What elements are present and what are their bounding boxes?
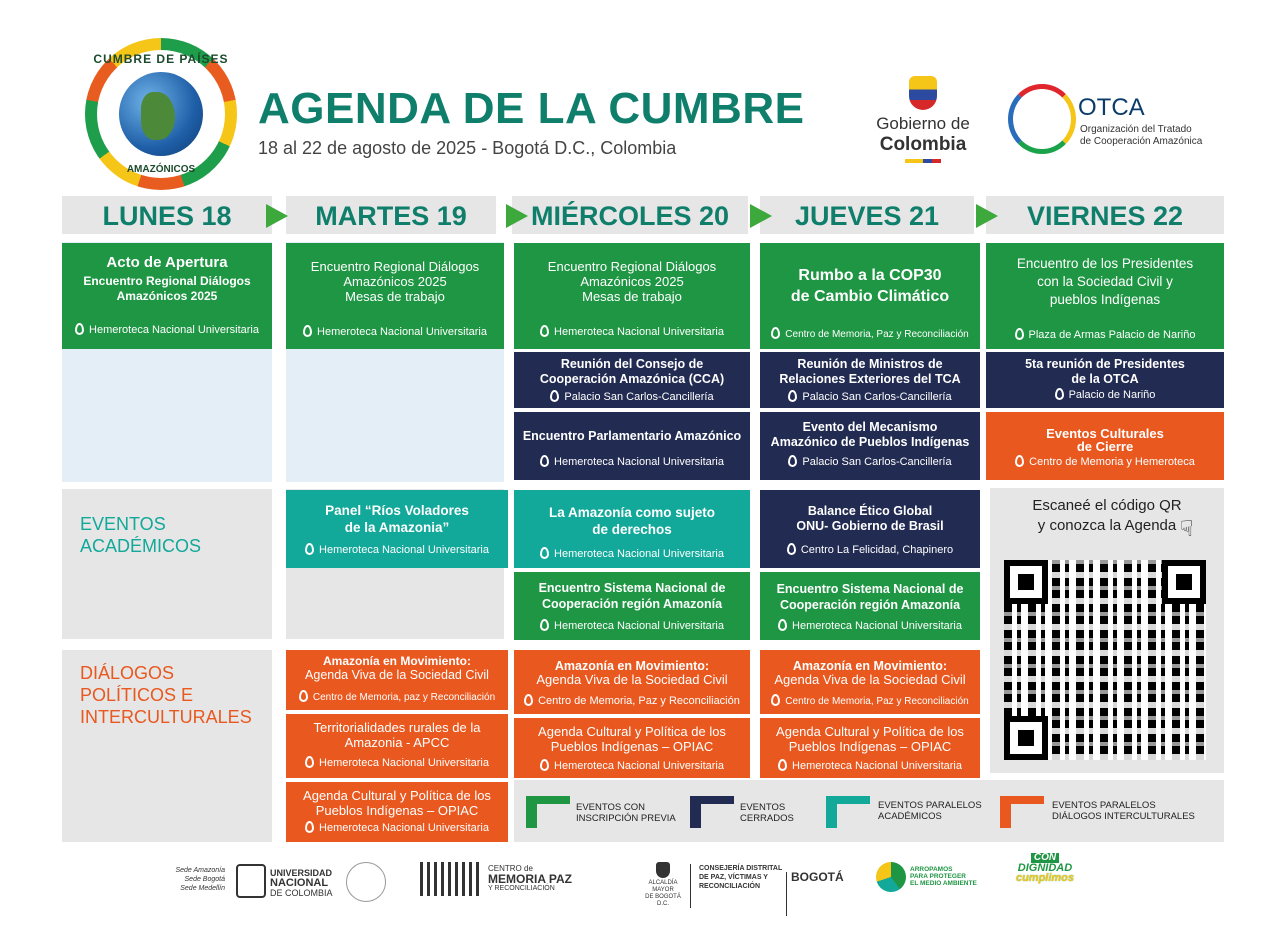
event-title: Eventos Culturales [1046, 426, 1164, 441]
alcaldia-logo: ALCALDÍA MAYOR DE BOGOTÁ D.C. [640, 862, 686, 906]
gob-line2: Colombia [879, 134, 967, 155]
location-pin-icon [778, 759, 787, 771]
location-pin-icon [788, 390, 797, 402]
event-title: Agenda Cultural y Política de los [303, 788, 491, 803]
event-card [760, 412, 980, 480]
event-card [760, 650, 980, 714]
location-pin-icon [771, 694, 780, 706]
event-location: Hemeroteca Nacional Universitaria [89, 324, 259, 336]
event-title: de Cambio Climático [790, 288, 950, 305]
event-card [514, 243, 750, 349]
event-title: Agenda Cultural y Política de los [538, 724, 726, 739]
event-title: Encuentro Sistema Nacional de [776, 582, 964, 596]
location-pin-icon [540, 759, 549, 771]
event-location: Centro de Memoria, Paz y Reconciliación [538, 695, 740, 707]
hand-pointer-icon: ☟ [1180, 516, 1194, 541]
legend-swatch-navy [690, 796, 734, 828]
event-location: Centro La Felicidad, Chapinero [800, 544, 954, 556]
event-title: Encuentro Parlamentario Amazónico [522, 429, 742, 443]
event-card [514, 352, 750, 408]
event-title: Pueblos Indígenas – OPIAC [788, 739, 952, 754]
event-card [514, 490, 750, 568]
un-crest-icon [236, 864, 266, 898]
day-header-monday: LUNES 18 [62, 196, 272, 234]
event-location: Centro de Memoria, Paz y Reconciliación [785, 696, 969, 707]
event-subtitle: Mesas de trabajo [582, 289, 682, 304]
centro-memoria-logo: CENTRO de MEMORIA PAZ Y RECONCILIACIÓN [488, 864, 572, 892]
event-title: Amazónicos 2025 [343, 274, 447, 289]
academic-row-label: EVENTOS ACADÉMICOS [80, 514, 202, 556]
event-card [514, 412, 750, 480]
event-card [760, 352, 980, 408]
event-title: Territorialidades rurales de la [313, 720, 481, 735]
event-location: Hemeroteca Nacional Universitaria [792, 760, 962, 772]
event-title: Pueblos Indígenas – OPIAC [550, 739, 714, 754]
event-title: Amazonía en Movimiento: [322, 654, 471, 668]
location-pin-icon [771, 327, 780, 339]
event-title: Panel “Ríos Voladores [325, 503, 469, 518]
location-pin-icon [540, 325, 549, 337]
location-pin-icon [303, 325, 312, 337]
legend-item: EVENTOS PARALELOS DIÁLOGOS INTERCULTURALES [1052, 800, 1195, 822]
alcaldia-crest-icon [656, 862, 670, 878]
dialogues-row-label: DIÁLOGOS POLÍTICOS E INTERCULTURALES [80, 663, 252, 727]
event-title: Reunión del Consejo de [560, 357, 704, 371]
event-location: Centro de Memoria y Hemeroteca [1029, 456, 1195, 468]
event-location: Hemeroteca Nacional Universitaria [554, 760, 724, 772]
qr-code[interactable] [1004, 560, 1206, 760]
event-title: Amazonía en Movimiento: [554, 659, 710, 673]
event-title: ONU- Gobierno de Brasil [796, 519, 944, 533]
location-pin-icon [540, 619, 549, 631]
legend-item: EVENTOS CERRADOS [740, 802, 794, 824]
event-location: Hemeroteca Nacional Universitaria [319, 544, 489, 556]
event-card [760, 490, 980, 568]
event-title: Encuentro Regional Diálogos [547, 259, 717, 274]
location-pin-icon [524, 694, 533, 706]
event-title: de la OTCA [1071, 372, 1139, 386]
legend-item: EVENTOS CON INSCRIPCIÓN PREVIA [576, 802, 676, 824]
event-card [986, 352, 1224, 408]
location-pin-icon [550, 390, 559, 402]
location-pin-icon [540, 547, 549, 559]
legend-swatch-teal [826, 796, 870, 828]
event-subtitle: Mesas de trabajo [345, 289, 445, 304]
event-card [286, 782, 508, 842]
event-location: Palacio San Carlos-Cancillería [802, 456, 952, 468]
location-pin-icon [1055, 388, 1064, 400]
event-title: Cooperación Amazónica (CCA) [539, 372, 725, 386]
seal-bottom-text: AMAZÓNICOS [126, 164, 196, 175]
event-title: de la Amazonia” [344, 520, 450, 535]
page-title: AGENDA DE LA CUMBRE [258, 84, 805, 133]
event-card [514, 572, 750, 640]
event-title: La Amazonía como sujeto [548, 505, 716, 520]
event-card [286, 650, 508, 710]
dialogues-label-box [62, 650, 272, 842]
academic-label-box [62, 489, 272, 639]
event-card [986, 412, 1224, 480]
arrow-right-icon [266, 204, 288, 228]
event-location: Hemeroteca Nacional Universitaria [554, 620, 724, 632]
un-sedes: Sede Amazonía Sede Bogotá Sede Medellín [175, 867, 225, 892]
event-location: Hemeroteca Nacional Universitaria [554, 326, 724, 338]
location-pin-icon [75, 323, 84, 335]
location-pin-icon [788, 455, 797, 467]
event-card [286, 490, 508, 568]
event-location: Palacio San Carlos-Cancillería [802, 391, 952, 403]
legend-swatch-orange [1000, 796, 1044, 828]
seal-top-text: CUMBRE DE PAÍSES [93, 52, 229, 66]
iam-circle-logo [346, 862, 386, 902]
location-pin-icon [305, 821, 314, 833]
event-location: Hemeroteca Nacional Universitaria [319, 822, 489, 834]
otca-logo [1008, 84, 1208, 164]
event-title: Evento del Mecanismo [802, 420, 938, 434]
day-header-thursday: JUEVES 21 [760, 196, 974, 234]
event-location: Hemeroteca Nacional Universitaria [792, 620, 962, 632]
event-title: Relaciones Exteriores del TCA [779, 372, 961, 386]
event-title: Amazonía en Movimiento: [792, 659, 948, 673]
event-card [760, 572, 980, 640]
memoria-building-icon [420, 862, 480, 896]
consejeria-logo: CONSEJERÍA DISTRITAL DE PAZ, VÍCTIMAS Y RECONCILIACIÓN [690, 864, 782, 908]
event-location: Hemeroteca Nacional Universitaria [319, 757, 489, 769]
arropamos-logo: ARROPAMOS PARA PROTEGER EL MEDIO AMBIENTE [910, 866, 977, 887]
event-card [760, 718, 980, 778]
legend-item: EVENTOS PARALELOS ACADÉMICOS [878, 800, 982, 822]
legend [514, 780, 1224, 842]
event-title: Encuentro Regional Diálogos [310, 259, 480, 274]
event-title: Cooperación región Amazonía [541, 597, 723, 611]
day-header-wednesday: MIÉRCOLES 20 [512, 196, 748, 234]
bogota-logo: BOGOTÁ [786, 872, 844, 916]
location-pin-icon [787, 543, 796, 555]
event-card [514, 650, 750, 714]
event-card [986, 243, 1224, 349]
event-card [286, 714, 508, 778]
qr-caption: Escaneé el código QR y conozca la Agenda [1032, 497, 1182, 534]
event-title: de derechos [592, 522, 672, 537]
event-title: Pueblos Indígenas – OPIAC [315, 803, 479, 818]
location-pin-icon [305, 756, 314, 768]
event-title: con la Sociedad Civil y [1037, 274, 1173, 289]
otca-swirl-icon [1008, 84, 1076, 154]
event-title: Agenda Cultural y Política de los [776, 724, 964, 739]
page-subtitle: 18 al 22 de agosto de 2025 - Bogotá D.C., Colombia [258, 138, 677, 158]
event-title: de Cierre [1076, 439, 1134, 454]
event-location: Hemeroteca Nacional Universitaria [554, 548, 724, 560]
location-pin-icon [1015, 328, 1024, 340]
event-location: Hemeroteca Nacional Universitaria [317, 326, 487, 338]
flag-stripe [905, 159, 941, 163]
event-subtitle: Amazónicos 2025 [116, 289, 218, 303]
event-title: pueblos Indígenas [1049, 292, 1161, 307]
summit-seal-logo [85, 38, 237, 190]
con-dignidad-logo: CON DIGNIDAD cumplimos [1015, 852, 1075, 884]
universidad-nacional-logo: UNIVERSIDAD NACIONAL DE COLOMBIA [270, 868, 333, 898]
event-title: Agenda Viva de la Sociedad Civil [536, 672, 728, 687]
event-title: Reunión de Ministros de [797, 357, 943, 371]
gobierno-colombia-logo [868, 76, 978, 163]
otca-desc: Organización del Tratado de Cooperación Amazónica [1080, 124, 1203, 147]
event-location: Plaza de Armas Palacio de Nariño [1028, 329, 1196, 341]
event-location: Centro de Memoria, paz y Reconciliación [312, 692, 496, 703]
event-title: 5ta reunión de Presidentes [1025, 357, 1185, 371]
event-subtitle: Encuentro Regional Diálogos [83, 274, 251, 288]
event-title: Agenda Viva de la Sociedad Civil [305, 668, 489, 682]
event-location: Palacio de Nariño [1068, 389, 1156, 401]
event-title: Acto de Apertura [106, 254, 228, 271]
location-pin-icon [305, 543, 314, 555]
legend-swatch-green [526, 796, 570, 828]
event-location: Centro de Memoria, Paz y Reconciliación [785, 329, 969, 340]
event-title: Amazónico de Pueblos Indígenas [770, 435, 970, 449]
event-title: Cooperación región Amazonía [779, 598, 961, 612]
otca-name: OTCA [1078, 94, 1145, 121]
event-card [286, 243, 504, 349]
event-card [514, 718, 750, 778]
location-pin-icon [540, 455, 549, 467]
gob-line1: Gobierno de [876, 114, 970, 133]
event-card [760, 243, 980, 349]
event-title: Amazonia - APCC [344, 735, 450, 750]
coat-of-arms-icon [909, 76, 937, 110]
location-pin-icon [1015, 455, 1024, 467]
arropamos-icon [876, 862, 906, 892]
day-header-tuesday: MARTES 19 [286, 196, 496, 234]
event-title: Amazónicos 2025 [580, 274, 684, 289]
location-pin-icon [299, 690, 308, 702]
event-title: Rumbo a la COP30 [798, 267, 942, 284]
location-pin-icon [778, 619, 787, 631]
day-header-friday: VIERNES 22 [986, 196, 1224, 234]
event-location: Palacio San Carlos-Cancillería [564, 391, 714, 403]
event-title: Encuentro de los Presidentes [1016, 256, 1194, 271]
event-title: Agenda Viva de la Sociedad Civil [774, 672, 966, 687]
event-title: Encuentro Sistema Nacional de [538, 581, 726, 595]
event-title: Balance Ético Global [807, 504, 933, 518]
event-location: Hemeroteca Nacional Universitaria [554, 456, 724, 468]
event-card [62, 243, 272, 349]
